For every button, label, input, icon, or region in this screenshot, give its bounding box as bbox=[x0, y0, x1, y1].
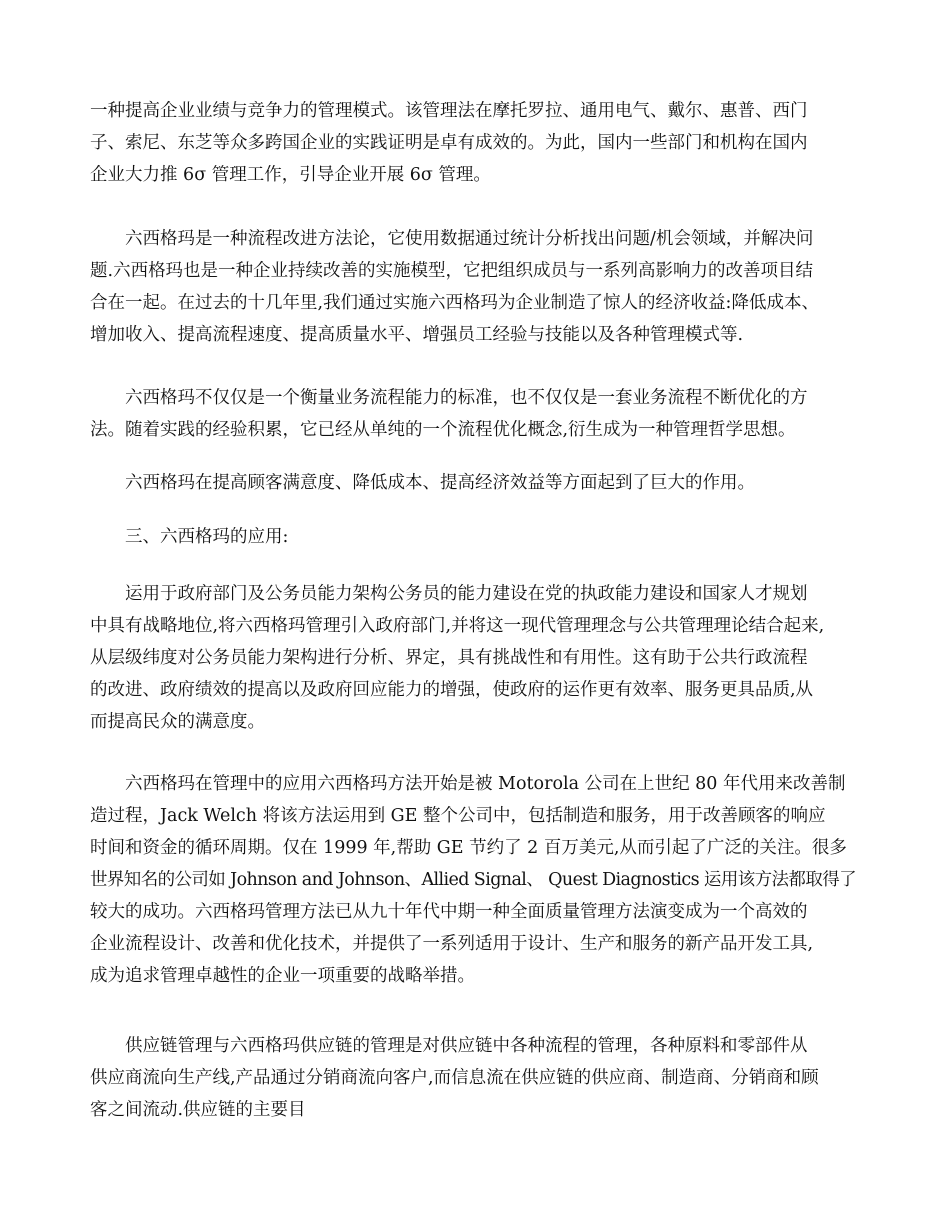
text-line: 六西格玛是一种流程改进方法论，它使用数据通过统计分析找出问题/机会领域，并解决问 bbox=[125, 229, 814, 249]
text-line: 供应商流向生产线,产品通过分销商流向客户,而信息流在供应链的供应商、制造商、分销商和顾 bbox=[90, 1068, 819, 1088]
text-line: 中具有战略地位,将六西格玛管理引入政府部门,并将这一现代管理理念与公共管理理论结合起来, bbox=[90, 616, 825, 636]
paragraph-supply-chain bbox=[90, 1030, 860, 1126]
text-line: 企业大力推 6σ 管理工作，引导企业开展 6σ 管理。 bbox=[90, 165, 491, 185]
paragraph-methodology bbox=[90, 223, 860, 351]
paragraph-management bbox=[90, 768, 860, 992]
text-line: 六西格玛在管理中的应用六西格玛方法开始是被 Motorola 公司在上世纪 80 年代用来改善制 bbox=[125, 774, 846, 794]
text-line: 从层级纬度对公务员能力架构进行分析、界定，具有挑战性和有用性。这有助于公共行政流程 bbox=[90, 648, 808, 668]
text-line: 子、索尼、东芝等众多跨国企业的实践证明是卓有成效的。为此，国内一些部门和机构在国内 bbox=[90, 133, 808, 153]
paragraph-government bbox=[90, 578, 860, 738]
text-line: 法。随着实践的经验积累，它已经从单纯的一个流程优化概念,衍生成为一种管理哲学思想。 bbox=[90, 420, 796, 440]
text-line: 企业流程设计、改善和优化技术，并提供了一系列适用于设计、生产和服务的新产品开发工具, bbox=[90, 934, 814, 954]
paragraph-intro-continued bbox=[90, 95, 860, 191]
text-line: 供应链管理与六西格玛供应链的管理是对供应链中各种流程的管理，各种原料和零部件从 bbox=[125, 1036, 808, 1056]
text-line: 六西格玛不仅仅是一个衡量业务流程能力的标准，也不仅仅是一套业务流程不断优化的方 bbox=[125, 388, 808, 408]
text-line: 的改进、政府绩效的提高以及政府回应能力的增强，使政府的运作更有效率、服务更具品质,从 bbox=[90, 680, 814, 700]
text-line: 时间和资金的循环周期。仅在 1999 年,帮助 GE 节约了 2 百万美元,从而引起了广泛的关注。很多 bbox=[90, 838, 847, 858]
section-heading: 三、六西格玛的应用: bbox=[125, 527, 289, 547]
text-line: 较大的成功。六西格玛管理方法已从九十年代中期一种全面质量管理方法演变成为一个高效的 bbox=[90, 902, 808, 922]
paragraph-benefits bbox=[90, 467, 860, 499]
text-line: 客之间流动.供应链的主要目 bbox=[90, 1100, 306, 1120]
section-heading-applications bbox=[90, 521, 860, 553]
text-line: 六西格玛在提高顾客满意度、降低成本、提高经济效益等方面起到了巨大的作用。 bbox=[125, 473, 755, 493]
text-line: 世界知名的公司如 Johnson and Johnson、Allied Signal、 Quest Diagnostics 运用该方法都取得了 bbox=[90, 870, 857, 890]
text-line: 增加收入、提高流程速度、提高质量水平、增强员工经验与技能以及各种管理模式等. bbox=[90, 325, 744, 345]
text-line: 题.六西格玛也是一种企业持续改善的实施模型，它把组织成员与一系列高影响力的改善项目结 bbox=[90, 261, 814, 281]
text-line: 运用于政府部门及公务员能力架构公务员的能力建设在党的执政能力建设和国家人才规划 bbox=[125, 584, 808, 604]
text-line: 合在一起。在过去的十几年里,我们通过实施六西格玛为企业制造了惊人的经济收益:降低成本、 bbox=[90, 293, 819, 313]
text-line: 成为追求管理卓越性的企业一项重要的战略举措。 bbox=[90, 966, 475, 986]
paragraph-standard bbox=[90, 382, 860, 446]
text-line: 一种提高企业业绩与竞争力的管理模式。该管理法在摩托罗拉、通用电气、戴尔、惠普、西门 bbox=[90, 101, 808, 121]
text-line: 造过程，Jack Welch 将该方法运用到 GE 整个公司中，包括制造和服务，用于改善顾客的响应 bbox=[90, 806, 826, 826]
text-line: 而提高民众的满意度。 bbox=[90, 712, 265, 732]
